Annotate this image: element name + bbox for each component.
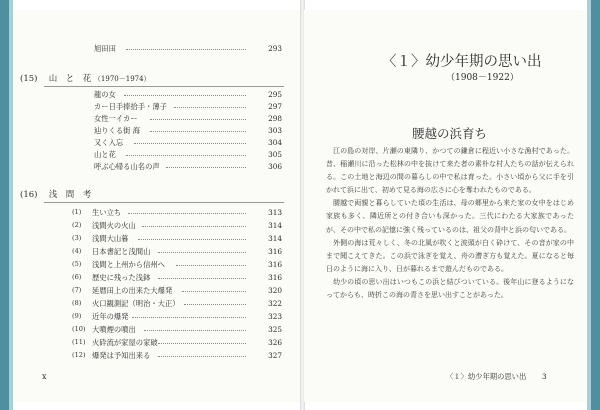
toc-entry-title: 近年の爆発 <box>92 312 129 321</box>
right-book-edge-inner <box>587 0 591 410</box>
toc-entry-number: (9) <box>72 312 82 320</box>
body-text <box>326 145 574 357</box>
toc-entry-title: 浅間火の火山 <box>92 221 136 230</box>
section-rule <box>44 86 284 87</box>
toc-entry-page: 313 <box>268 208 282 217</box>
toc-leader <box>176 265 246 267</box>
toc-entry-title: 旭田田 <box>94 44 116 53</box>
toc-entry-page: 325 <box>268 325 282 334</box>
toc-entry-number: (2) <box>72 221 82 229</box>
paragraph: 腰越で両親と暮らしていた頃の生活は、母の郷里から来た家の女中をはじめ家族も多く、隣近所との付き合いも深かった。三代にわたる大家族であったが、その中で私の記憶に強く残っているのは、祖父の背中と浜の匂いである。 <box>326 199 574 234</box>
toc-entry-page: 303 <box>268 126 282 135</box>
toc-entry-title: 浅間大山暮 <box>92 234 129 243</box>
section-years: （1970－1974） <box>93 75 151 83</box>
toc-leader <box>128 213 246 215</box>
toc-entry-number: (5) <box>72 260 82 268</box>
toc-entry-number: (3) <box>72 234 82 242</box>
toc-leader <box>150 119 246 121</box>
toc-leader <box>134 143 246 145</box>
toc-leader <box>166 167 246 169</box>
toc-entry-number: (10) <box>72 325 86 333</box>
paragraph: 外側の海は荒々しく、冬の北風が吹くと波頭が白く砕けて、その音が家の中まで聞こえてきた。この浜で泳ぎを覚え、舟の漕ぎ方も覚えた。夏になると毎日のように海に入り、日が暮れるまで遊んだものである。 <box>326 238 574 273</box>
toc-entry-page: 316 <box>268 247 282 256</box>
toc-entry-title: 火口観測記（明治・大正） <box>92 299 180 308</box>
toc-entry-title: 日本書記と浅間山 <box>92 247 151 256</box>
toc-entry-title: 呼ぶ心帰る山名の声 <box>94 162 160 171</box>
section-heading <box>20 188 91 200</box>
toc-entry-page: 326 <box>268 338 282 347</box>
toc-entry-page: 306 <box>268 162 282 171</box>
toc-entry-title: 生い立ち <box>92 208 122 217</box>
toc-entry-number: (11) <box>72 338 86 346</box>
toc-entry-title: 女性一イカー <box>94 114 138 123</box>
toc-leader <box>150 131 246 133</box>
toc-entry-page: 293 <box>268 44 282 53</box>
toc-entry-title: 爆発は予知出来る <box>92 351 151 360</box>
toc-entry-number: (6) <box>72 273 82 281</box>
toc-entry-page: 314 <box>268 221 282 230</box>
toc-leader <box>184 304 246 306</box>
toc-entry-number: (8) <box>72 299 82 307</box>
paragraph: 江の島の対岸、片瀬の東隣り、かつての鎌倉に程近い小さな漁村であった。昔、稲瀬川に沿った松林の中を抜けて来た者の素朴な村人たちの話が伝えられる。この土地と海辺の間の暮らしの中で私は育った。小さい頃から父に手を引かれて浜に出て、初めて見る海の広さに心を奪われたものである。 <box>326 147 574 195</box>
toc-entry-number: (1) <box>72 208 82 216</box>
toc-leader <box>138 239 246 241</box>
toc-entry-number: (7) <box>72 286 82 294</box>
right-page-chapter <box>304 10 586 402</box>
toc-leader <box>174 107 246 109</box>
right-book-edge <box>591 0 600 410</box>
left-page-contents <box>14 10 302 402</box>
toc-entry-page: 320 <box>268 286 282 295</box>
toc-leader <box>158 356 246 358</box>
toc-entry-title: カー日手捧拾手・薄子 <box>94 102 167 111</box>
page-number: x <box>42 372 47 381</box>
running-footer: 〈１〉幼少年期の思い出 <box>446 372 527 381</box>
toc-entry-number: (12) <box>72 351 86 359</box>
left-book-edge <box>0 0 9 410</box>
toc-leader <box>126 155 246 157</box>
toc-leader <box>158 343 246 345</box>
section-number: (15) <box>20 74 38 84</box>
toc-leader <box>144 330 246 332</box>
toc-entry-page: 323 <box>268 312 282 321</box>
toc-entry-page: 316 <box>268 260 282 269</box>
page-number: 3 <box>542 372 547 381</box>
section-title: 浅 間 考 <box>48 190 92 200</box>
section-subtitle: 腰越の浜育ち <box>412 126 488 141</box>
toc-entry-page: 297 <box>268 102 282 111</box>
toc-leader <box>142 226 246 228</box>
toc-leader <box>158 278 246 280</box>
toc-entry-title: 龍の女 <box>94 90 116 99</box>
toc-entry-page: 327 <box>268 351 282 360</box>
toc-leader <box>124 95 246 97</box>
section-rule <box>44 202 284 203</box>
section-number: (16) <box>20 190 38 200</box>
toc-entry-title: 浅間と上州から信州へ <box>92 260 165 269</box>
toc-entry-page: 316 <box>268 273 282 282</box>
toc-entry-page: 305 <box>268 150 282 159</box>
toc-leader <box>182 291 246 293</box>
toc-entry-title: 辿りくる街 海 <box>94 126 141 135</box>
toc-entry-title: 山と花 <box>94 150 116 159</box>
paragraph: 幼少の頃の思い出はいつもこの浜と結びついている。後年山に登るようになってからも、時折この海の青さを思い出すことがあった。 <box>326 277 574 300</box>
left-book-edge-inner <box>9 0 13 410</box>
toc-entry-page: 322 <box>268 299 282 308</box>
toc-leader <box>158 252 246 254</box>
section-heading <box>20 72 151 84</box>
chapter-title: 〈１〉幼少年期の思い出 <box>382 54 542 70</box>
toc-entry-title: 又く入忘 <box>94 138 124 147</box>
toc-entry-title: 延暦田上の出来た大爆発 <box>92 286 173 295</box>
toc-entry-title: 歴史に残った浅鉢 <box>92 273 151 282</box>
toc-entry-title: 火砕流が家屋の家破 <box>92 338 158 347</box>
toc-entry-page: 298 <box>268 114 282 123</box>
toc-leader <box>132 317 246 319</box>
toc-entry-title: 大噴煙の噴出 <box>92 325 136 334</box>
toc-entry-number: (4) <box>72 247 82 255</box>
toc-leader <box>126 49 246 51</box>
toc-entry-page: 304 <box>268 138 282 147</box>
section-title: 山 と 花 <box>48 74 92 84</box>
chapter-years: （1908－1922） <box>446 73 519 83</box>
toc-entry-page: 295 <box>268 90 282 99</box>
toc-entry-page: 314 <box>268 234 282 243</box>
